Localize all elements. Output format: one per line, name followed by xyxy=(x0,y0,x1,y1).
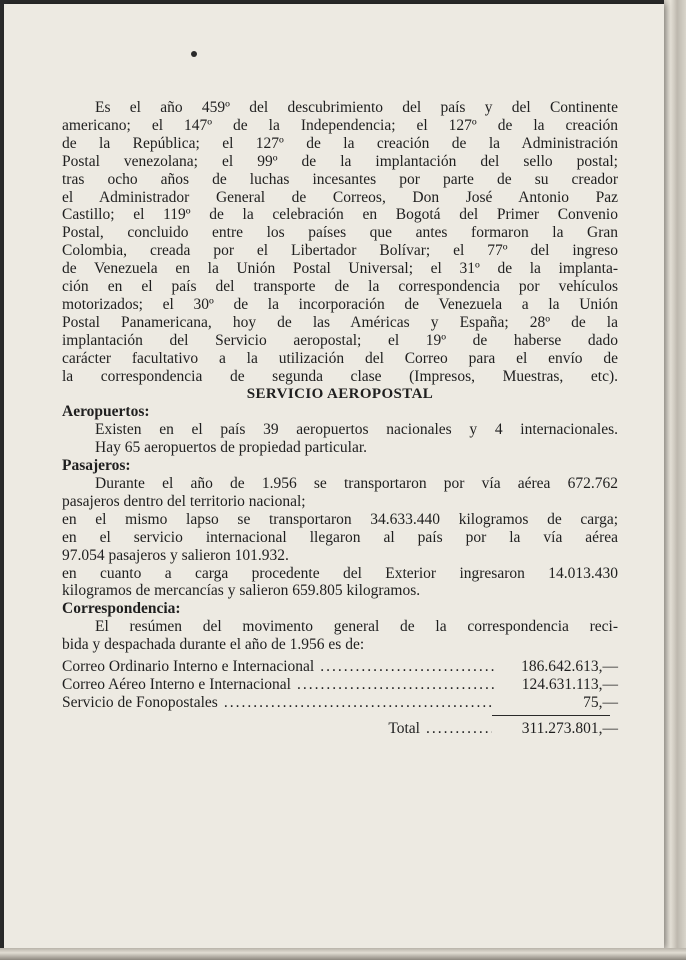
text-line: Castillo; el 119º de la celebración en Bogotá del Primer Convenio xyxy=(62,206,618,224)
row-value: 124.631.113,— xyxy=(521,676,618,693)
text-line: Durante el año de 1.956 se transportaron por vía aérea 672.762 xyxy=(95,475,618,493)
text-line: el Administrador General de Correos, Don José Antonio Paz xyxy=(62,188,618,206)
page-content xyxy=(62,99,618,738)
table-row xyxy=(62,694,618,712)
leader-dots xyxy=(426,720,492,738)
text-line: 97.054 pasajeros y salieron 101.932. xyxy=(62,546,289,564)
text-line: Es el año 459º del descubrimiento del país y del Continente xyxy=(95,99,618,116)
total-label: Total xyxy=(388,719,420,737)
total-value: 311.273.801,— xyxy=(521,719,618,737)
text-line: implantación del Servicio aeropostal; el 19º de haberse dado xyxy=(62,331,618,349)
text-line: Postal, concluido entre los países que antes formaron la Gran xyxy=(62,224,618,242)
table-row xyxy=(62,676,618,694)
section-subheading: Aeropuertos: xyxy=(62,403,150,421)
aeropuertos-section xyxy=(62,403,618,457)
text-line: en cuanto a carga procedente del Exterior ingresaron 14.013.430 xyxy=(62,564,618,582)
text-line: motorizados; el 30º de la incorporación de Venezuela a la Unión xyxy=(62,295,618,313)
document-page xyxy=(4,4,664,948)
table-row xyxy=(62,658,618,676)
total-block xyxy=(62,715,618,738)
text-line: Colombia, creada por el Libertador Bolívar; el 77º del ingreso xyxy=(62,242,618,260)
text-line: de la República; el 127º de la creación de la Administración xyxy=(62,134,618,152)
leader-dots xyxy=(224,694,494,712)
text-line: carácter facultativo a la utilización del Correo para el envío de xyxy=(62,349,618,367)
text-line: la correspondencia de segunda clase (Impresos, Muestras, etc). xyxy=(62,367,618,385)
leader-dots xyxy=(297,676,494,694)
text-line: bida y despachada durante el año de 1.956 es de: xyxy=(62,636,365,654)
text-line: pasajeros dentro del territorio nacional; xyxy=(62,492,306,510)
row-value: 75,— xyxy=(583,693,618,711)
page-bottom-edge xyxy=(0,948,686,960)
pasajeros-section xyxy=(62,457,618,600)
text-line: Hay 65 aeropuertos de propiedad particular. xyxy=(95,439,368,457)
section-title: SERVICIO AEROPOSTAL xyxy=(246,385,434,402)
row-label: Correo Ordinario Interno e Internacional xyxy=(62,658,315,676)
row-value: 186.642.613,— xyxy=(521,658,618,676)
text-line: en el mismo lapso se transportaron 34.633.440 kilogramos de carga; xyxy=(62,510,618,528)
text-line: kilogramos de mercancías y salieron 659.805 kilogramos. xyxy=(62,582,421,600)
leader-dots xyxy=(320,658,494,676)
row-label: Servicio de Fonopostales xyxy=(62,693,218,711)
section-subheading: Pasajeros: xyxy=(62,457,131,475)
text-line: Existen en el país 39 aeropuertos nacionales y 4 internacionales. xyxy=(95,421,618,439)
text-line: ción en el país del transporte de la correspondencia por vehículos xyxy=(62,278,618,296)
text-line: Postal Panamericana, hoy de las Américas y España; 28º de la xyxy=(62,313,618,331)
total-row xyxy=(62,720,618,738)
intro-paragraph xyxy=(62,99,618,386)
text-line: El resúmen del movimento general de la correspondencia reci- xyxy=(95,618,618,636)
text-line: de Venezuela en la Unión Postal Universal; el 31º de la implanta- xyxy=(62,260,618,278)
correspondencia-section xyxy=(62,600,618,737)
ink-dot xyxy=(191,51,197,57)
text-line: tras ocho años de luchas incesantes por parte de su creador xyxy=(62,170,618,188)
section-subheading: Correspondencia: xyxy=(62,600,181,618)
row-label: Correo Aéreo Interno e Internacional xyxy=(62,676,291,693)
text-line: Postal venezolana; el 99º de la implantación del sello postal; xyxy=(62,152,618,170)
text-line: americano; el 147º de la Independencia; el 127º de la creación xyxy=(62,116,618,134)
page-edge xyxy=(664,0,686,960)
text-line: en el servicio internacional llegaron al país por la vía aérea xyxy=(62,528,618,546)
